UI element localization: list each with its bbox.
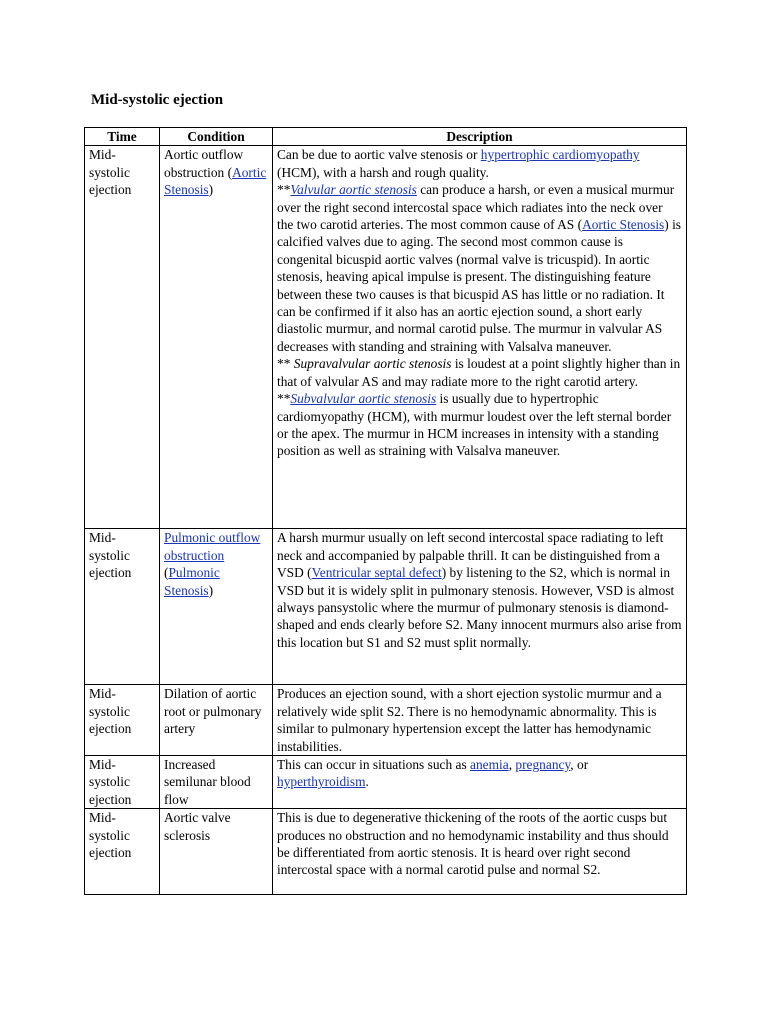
description-text: ** bbox=[277, 391, 291, 407]
description-text: ) is calcified valves due to aging. The second most common cause is congenital bicuspid aortic valves (normal valve is tricuspid). In aortic stenosis, heaving apical impulse is present. The distinguishing feature between these two causes is that bicuspid AS has little or no radiation. It can be confirmed if it also has an aortic ejection sound, a short early diastolic murmur, and normal carotid pulse. The murmur in valvular AS decreases with standing and straining with Valsalva maneuver. bbox=[277, 217, 682, 354]
description-text: (HCM), with a harsh and rough quality. bbox=[277, 164, 489, 180]
ventricular-septal-defect-link[interactable]: Ventricular septal defect bbox=[311, 565, 442, 581]
description-text: ) by listening to the S2, which is normal in VSD but it is widely split in pulmonary stenosis. However, VSD is almost always pansystolic where the murmur of pulmonary stenosis is diamond-shaped and ends clearly before S2. Many innocent murmurs also arise from this location but S1 and S2 must split normally. bbox=[277, 565, 682, 650]
table-row bbox=[85, 529, 687, 685]
hyperthyroidism-link[interactable]: hyperthyroidism bbox=[277, 774, 366, 790]
condition-text: ) bbox=[208, 182, 214, 198]
description-cell: Produces an ejection sound, with a short ejection systolic murmur and a relatively wide split S2. There is no hemodynamic abnormality. This is similar to pulmonary hypertension except the latter has hemodynamic instabilities. bbox=[273, 685, 687, 756]
header-condition: Condition bbox=[160, 128, 273, 146]
condition-text: Aortic outflow obstruction ( bbox=[164, 147, 244, 180]
description-text: . bbox=[365, 774, 369, 790]
page-title: Mid-systolic ejection bbox=[91, 92, 224, 108]
table-row bbox=[85, 756, 687, 809]
description-text: is usually due to hypertrophic cardiomyopathy (HCM), with murmur loudest over the left sternal border or the apex. The murmur in HCM increases in intensity with a standing position as well as straining with Valsalva maneuver. bbox=[277, 391, 672, 459]
description-text: ** bbox=[277, 356, 294, 372]
valvular-aortic-stenosis-link[interactable]: Valvular aortic stenosis bbox=[290, 182, 417, 198]
supravalvular-term: Supravalvular aortic stenosis bbox=[293, 356, 452, 372]
condition-text: ( bbox=[164, 565, 169, 581]
description-cell bbox=[273, 756, 687, 809]
description-text: , or bbox=[570, 757, 589, 773]
table-row bbox=[85, 146, 687, 529]
description-text: This can occur in situations such as bbox=[277, 757, 471, 773]
header-description: Description bbox=[273, 128, 687, 146]
condition-text: ) bbox=[208, 582, 214, 598]
condition-cell: Aortic valve sclerosis bbox=[160, 809, 273, 895]
anemia-link[interactable]: anemia bbox=[470, 757, 509, 773]
hypertrophic-cardiomyopathy-link[interactable]: hypertrophic cardiomyopathy bbox=[480, 147, 640, 163]
pulmonic-stenosis-link[interactable]: Pulmonic Stenosis bbox=[164, 565, 220, 598]
table-row bbox=[85, 685, 687, 756]
subvalvular-aortic-stenosis-link[interactable]: Subvalvular aortic stenosis bbox=[290, 391, 437, 407]
murmur-table bbox=[84, 127, 687, 895]
table-header-row bbox=[85, 128, 687, 146]
description-text: ** bbox=[277, 182, 291, 198]
condition-cell: Increased semilunar blood flow bbox=[160, 756, 273, 809]
description-text: Can be due to aortic valve stenosis or bbox=[277, 147, 481, 163]
header-time: Time bbox=[85, 128, 160, 146]
description-text: is loudest at a point slightly higher than in that of valvular AS and may radiate more to the right carotid artery. bbox=[277, 356, 681, 389]
time-cell: Mid-systolic ejection bbox=[85, 756, 160, 809]
condition-cell bbox=[160, 529, 273, 685]
condition-cell: Dilation of aortic root or pulmonary artery bbox=[160, 685, 273, 756]
condition-cell bbox=[160, 146, 273, 529]
table-row bbox=[85, 809, 687, 895]
aortic-stenosis-link[interactable]: Aortic Stenosis bbox=[164, 164, 267, 198]
description-cell bbox=[273, 146, 687, 529]
time-cell: Mid-systolic ejection bbox=[85, 685, 160, 756]
pregnancy-link[interactable]: pregnancy bbox=[515, 757, 571, 773]
description-text: A harsh murmur usually on left second intercostal space radiating to left neck and accompanied by palpable thrill. It can be distinguished from a VSD ( bbox=[277, 530, 664, 581]
description-text: can produce a harsh, or even a musical murmur over the right second intercostal space which radiates into the neck over the two carotid arteries. The most common cause of AS ( bbox=[277, 182, 675, 233]
description-text: , bbox=[508, 757, 516, 773]
description-cell: This is due to degenerative thickening of the roots of the aortic cusps but produces no obstruction and no hemodynamic instability and thus should be differentiated from aortic stenosis. It is heard over right second intercostal space with a normal carotid pulse and normal S2. bbox=[273, 809, 687, 895]
pulmonic-outflow-obstruction-link[interactable]: Pulmonic outflow obstruction bbox=[164, 530, 261, 563]
time-cell: Mid-systolic ejection bbox=[85, 809, 160, 895]
time-cell: Mid-systolic ejection bbox=[85, 529, 160, 685]
description-cell bbox=[273, 529, 687, 685]
time-cell: Mid-systolic ejection bbox=[85, 146, 160, 529]
aortic-stenosis-link[interactable]: Aortic Stenosis bbox=[582, 217, 665, 233]
